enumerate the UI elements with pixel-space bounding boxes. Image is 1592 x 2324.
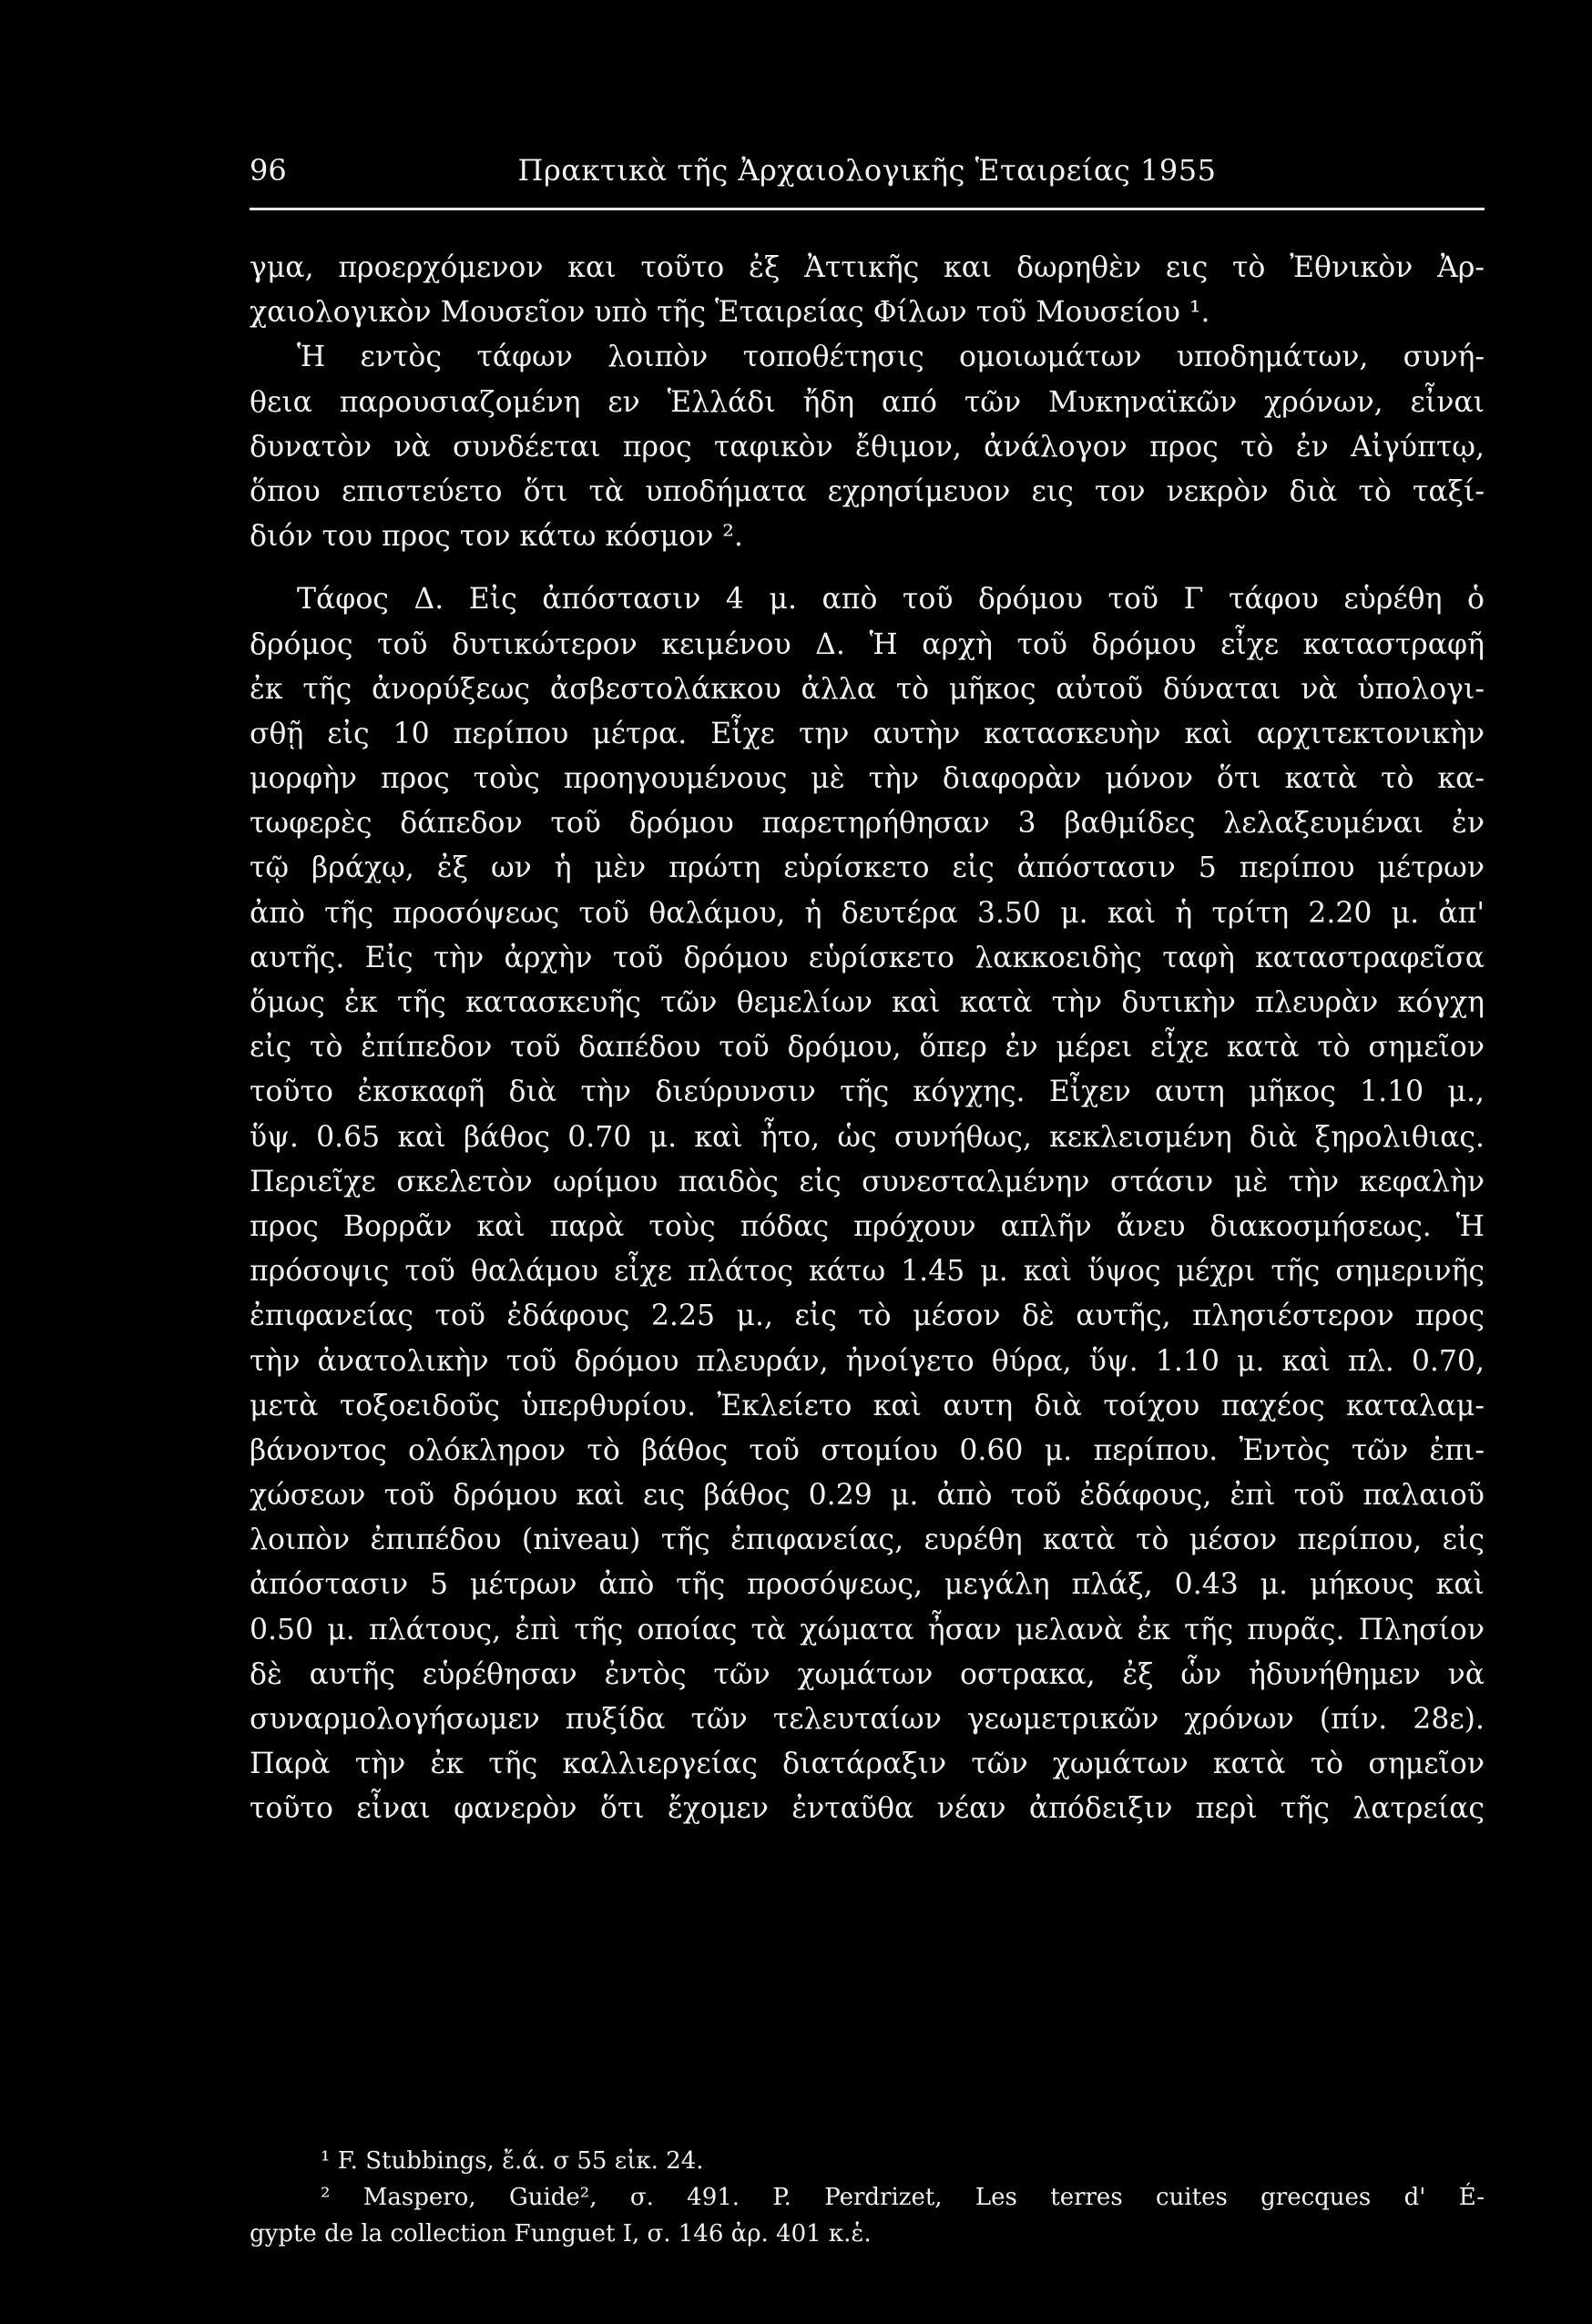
text-line: ὅμως ἐκ τῆς κατασκευῆς τῶν θεμελίων καὶ κατὰ τὴν δυτικὴν πλευρὰν κόγχη	[250, 986, 1485, 1019]
text-line: Ἡ εντὸς τάφων λοιπὸν τοποθέτησις ομοιωμάτων υποδημάτων, συνή-	[297, 341, 1485, 374]
text-line: τῷ βράχῳ, ἐξ ων ἡ μὲν πρώτη εὑρίσκετο εἰς ἀπόστασιν 5 περίπου μέτρων	[250, 851, 1485, 885]
text-line: θεια παρουσιαζομένη εν Ἑλλάδι ἤδη από τῶν Μυκηναϊκῶν χρόνων, εἶναι	[250, 385, 1485, 419]
text-line: γμα, προερχόμενον και τοῦτο ἐξ Ἀττικῆς και δωρηθὲν εις τὸ Ἐθνικὸν Ἀρ-	[250, 251, 1485, 284]
text-line: τωφερὲς δάπεδον τοῦ δρόμου παρετηρήθησαν 3 βαθμίδες λελαξευμέναι ἐν	[250, 807, 1485, 841]
text-line: δρόμος τοῦ δυτικώτερον κειμένου Δ. Ἡ αρχὴ τοῦ δρόμου εἶχε καταστραφῆ	[250, 627, 1485, 661]
text-line: Περιεῖχε σκελετὸν ωρίμου παιδὸς εἰς συνεσταλμένην στάσιν μὲ τὴν κεφαλὴν	[250, 1165, 1485, 1198]
text-line: χώσεων τοῦ δρόμου καὶ εις βάθος 0.29 μ. ἀπὸ τοῦ ἐδάφους, ἐπὶ τοῦ παλαιοῦ	[250, 1479, 1485, 1513]
footnotes	[250, 2143, 1485, 2252]
page-number: 96	[250, 153, 287, 188]
text-line: πρόσοψις τοῦ θαλάμου εἶχε πλάτος κάτω 1.45 μ. καὶ ὕψος μέχρι τῆς σημερινῆς	[250, 1255, 1485, 1289]
body-text	[250, 246, 1485, 1832]
text-line: τὴν ἀνατολικὴν τοῦ δρόμου πλευράν, ἠνοίγετο θύρα, ὕψ. 1.10 μ. καὶ πλ. 0.70,	[250, 1344, 1485, 1378]
text-line: ἀπὸ τῆς προσόψεως τοῦ θαλάμου, ἡ δευτέρα 3.50 μ. καὶ ἡ τρίτη 2.20 μ. ἀπ'	[250, 896, 1485, 930]
paragraph-gap	[250, 559, 1485, 577]
page-header	[250, 153, 1485, 195]
text-line: εἰς τὸ ἐπίπεδον τοῦ δαπέδου τοῦ δρόμου, ὅπερ ἐν μέρει εἶχε κατὰ τὸ σημεῖον	[250, 1031, 1485, 1065]
text-line: αυτῆς. Εἰς τὴν ἀρχὴν τοῦ δρόμου εὑρίσκετο λακκοειδὴς ταφὴ καταστραφεῖσα	[250, 941, 1485, 974]
text-line: δὲ αυτῆς εὑρέθησαν ἐντὸς τῶν χωμάτων οστρακα, ἐξ ὧν ἠδυνήθημεν νὰ	[250, 1657, 1485, 1691]
text-line: τοῦτο εἶναι φανερὸν ὅτι ἔχομεν ἐνταῦθα νέαν ἀπόδειξιν περὶ τῆς λατρείας	[250, 1792, 1485, 1826]
text-line: μετὰ τοξοειδοῦς ὑπερθυρίου. Ἐκλείετο καὶ αυτη διὰ τοίχου παχέος καταλαμ-	[250, 1389, 1485, 1422]
text-line: σθῇ εἰς 10 περίπου μέτρα. Εἶχε την αυτὴν κατασκευὴν καὶ αρχιτεκτονικὴν	[250, 717, 1485, 750]
text-line: ὕψ. 0.65 καὶ βάθος 0.70 μ. καὶ ἦτο, ὡς συνήθως, κεκλεισμένη διὰ ξηρολιθιας.	[250, 1120, 1485, 1154]
text-line: προς Βορρᾶν καὶ παρὰ τοὺς πόδας πρόχουν απλῆν ἄνευ διακοσμήσεως. Ἡ	[250, 1209, 1485, 1243]
text-line: λοιπὸν ἐπιπέδου (niveau) τῆς ἐπιφανείας, ευρέθη κατὰ τὸ μέσον περίπου, εἰς	[250, 1524, 1485, 1557]
text-line: τοῦτο ἐκσκαφῆ διὰ τὴν διεύρυνσιν τῆς κόγχης. Εἶχεν αυτη μῆκος 1.10 μ.,	[250, 1075, 1485, 1109]
running-title: Πρακτικὰ τῆς Ἀρχαιολογικῆς Ἑταιρείας 1955	[517, 153, 1217, 188]
text-line: Παρὰ τὴν ἐκ τῆς καλλιεργείας διατάραξιν τῶν χωμάτων κατὰ τὸ σημεῖον	[250, 1748, 1485, 1781]
text-line: ὅπου επιστεύετο ὅτι τὰ υποδήματα εχρησίμευον εις τον νεκρὸν διὰ τὸ ταξί-	[250, 474, 1485, 508]
text-line: ἐπιφανείας τοῦ ἐδάφους 2.25 μ., εἰς τὸ μέσον δὲ αυτῆς, πλησιέστερον προς	[250, 1300, 1485, 1333]
footnote: ¹ F. Stubbings, ἔ.ά. σ 55 εἰκ. 24.	[321, 2147, 704, 2175]
text-line: ἀπόστασιν 5 μέτρων ἀπὸ τῆς προσόψεως, μεγάλη πλάξ, 0.43 μ. μήκους καὶ	[250, 1568, 1485, 1602]
text-line: δυνατὸν νὰ συνδέεται προς ταφικὸν ἔθιμον, ἀνάλογον προς τὸ ἐν Αἰγύπτῳ,	[250, 430, 1485, 464]
text-line: συναρμολογήσωμεν πυξίδα τῶν τελευταίων γεωμετρικῶν χρόνων (πίν. 28ε).	[250, 1703, 1485, 1736]
text-line: μορφὴν προς τοὺς προηγουμένους μὲ τὴν διαφορὰν μόνον ὅτι κατὰ τὸ κα-	[250, 762, 1485, 796]
text-line: ἐκ τῆς ἀνορύξεως ἀσβεστολάκκου ἀλλα τὸ μῆκος αὐτοῦ δύναται νὰ ὑπολογι-	[250, 672, 1485, 706]
footnote: gypte de la collection Funguet I, σ. 146 ἀρ. 401 κ.ἑ.	[250, 2220, 872, 2248]
text-line: 0.50 μ. πλάτους, ἐπὶ τῆς οποίας τὰ χώματα ἦσαν μελανὰ ἐκ τῆς πυρᾶς. Πλησίον	[250, 1613, 1485, 1646]
text-line: χαιολογικὸν Μουσεῖον υπὸ τῆς Ἑταιρείας Φίλων τοῦ Μουσείου ¹.	[250, 296, 1210, 330]
header-rule	[250, 208, 1485, 210]
text-line: βάνοντος ολόκληρον τὸ βάθος τοῦ στομίου 0.60 μ. περίπου. Ἐντὸς τῶν ἐπι-	[250, 1433, 1485, 1467]
text-line: Τάφος Δ. Εἰς ἀπόστασιν 4 μ. απὸ τοῦ δρόμου τοῦ Γ τάφου εὑρέθη ὁ	[297, 583, 1485, 617]
footnote: ² Maspero, Guide², σ. 491. P. Perdrizet, Les terres cuites grecques d' É-	[321, 2184, 1485, 2211]
text-line: διόν του προς τον κάτω κόσμον ².	[250, 520, 743, 554]
